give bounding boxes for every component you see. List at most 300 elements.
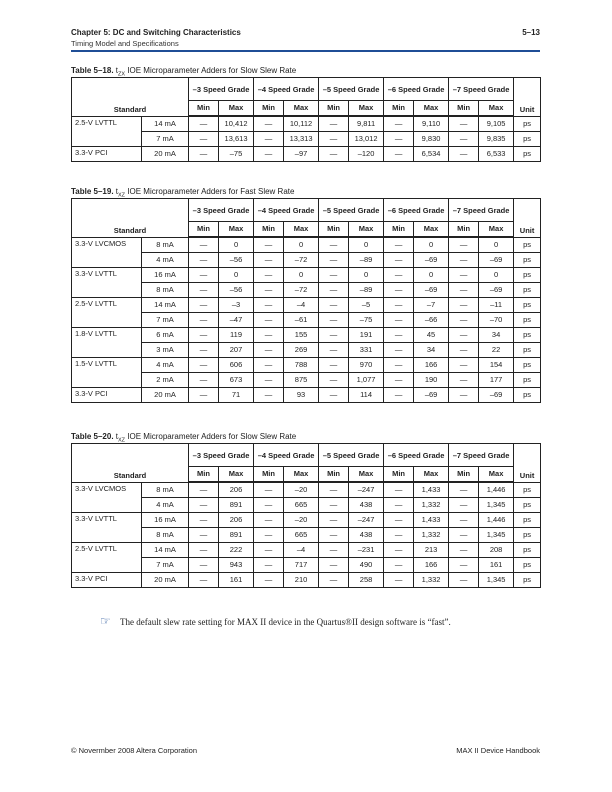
- unit-cell: ps: [514, 482, 541, 498]
- current-cell: 8 mA: [142, 283, 189, 298]
- min-cell: —: [384, 283, 414, 298]
- min-cell: —: [319, 388, 349, 403]
- current-cell: 4 mA: [142, 358, 189, 373]
- min-cell: —: [319, 328, 349, 343]
- min-cell: —: [254, 268, 284, 283]
- note-text: The default slew rate setting for MAX II device in the Quartus®II design software is “fast”.: [120, 617, 451, 627]
- max-cell: –89: [349, 283, 384, 298]
- min-cell: —: [449, 237, 479, 253]
- current-cell: 3 mA: [142, 343, 189, 358]
- min-header: Min: [384, 467, 414, 483]
- min-cell: —: [449, 543, 479, 558]
- max-cell: –72: [284, 253, 319, 268]
- speed-grade-header: –5 Speed Grade: [319, 444, 384, 467]
- min-cell: —: [384, 573, 414, 588]
- current-cell: 4 mA: [142, 253, 189, 268]
- max-header: Max: [349, 467, 384, 483]
- table-caption: [71, 432, 296, 444]
- table-title: IOE Microparameter Adders for Fast Slew Rate: [125, 187, 295, 196]
- min-cell: —: [319, 132, 349, 147]
- max-cell: –72: [284, 283, 319, 298]
- max-cell: 207: [219, 343, 254, 358]
- min-cell: —: [254, 358, 284, 373]
- max-cell: 206: [219, 482, 254, 498]
- standard-cell: 3.3-V LVTTL: [72, 513, 142, 543]
- current-cell: 14 mA: [142, 298, 189, 313]
- max-cell: 206: [219, 513, 254, 528]
- min-cell: —: [449, 373, 479, 388]
- current-cell: 7 mA: [142, 132, 189, 147]
- min-header: Min: [319, 222, 349, 238]
- data-table: [71, 443, 541, 588]
- speed-grade-header: –3 Speed Grade: [189, 444, 254, 467]
- min-cell: —: [449, 513, 479, 528]
- max-cell: 0: [219, 237, 254, 253]
- speed-grade-header: –4 Speed Grade: [254, 78, 319, 101]
- min-cell: —: [384, 482, 414, 498]
- max-header: Max: [479, 467, 514, 483]
- min-cell: —: [189, 543, 219, 558]
- table-row: [72, 498, 541, 513]
- max-cell: 970: [349, 358, 384, 373]
- standard-header: Standard: [72, 199, 189, 238]
- min-cell: —: [254, 298, 284, 313]
- chapter-title: Chapter 5: DC and Switching Characteristics: [71, 28, 241, 37]
- standard-header: Standard: [72, 78, 189, 117]
- max-cell: 13,012: [349, 132, 384, 147]
- max-header: Max: [349, 222, 384, 238]
- max-cell: 9,830: [414, 132, 449, 147]
- max-cell: 0: [219, 268, 254, 283]
- table-caption: [71, 66, 296, 78]
- table-row: [72, 573, 541, 588]
- current-cell: 8 mA: [142, 482, 189, 498]
- standard-cell: 2.5-V LVTTL: [72, 543, 142, 573]
- table-row: [72, 543, 541, 558]
- min-cell: —: [189, 388, 219, 403]
- table-row: [72, 328, 541, 343]
- min-cell: —: [384, 116, 414, 132]
- current-cell: 16 mA: [142, 513, 189, 528]
- min-cell: —: [254, 313, 284, 328]
- min-cell: —: [384, 373, 414, 388]
- min-cell: —: [319, 513, 349, 528]
- min-cell: —: [319, 268, 349, 283]
- current-cell: 7 mA: [142, 313, 189, 328]
- min-cell: —: [189, 373, 219, 388]
- page-number: 5–13: [522, 28, 540, 37]
- min-cell: —: [189, 268, 219, 283]
- current-cell: 20 mA: [142, 147, 189, 162]
- table-row: [72, 116, 541, 132]
- standard-cell: 3.3-V LVCMOS: [72, 482, 142, 513]
- min-cell: —: [319, 313, 349, 328]
- max-cell: –56: [219, 283, 254, 298]
- speed-grade-header: –5 Speed Grade: [319, 78, 384, 101]
- min-cell: —: [254, 116, 284, 132]
- max-cell: 258: [349, 573, 384, 588]
- speed-grade-header: –3 Speed Grade: [189, 199, 254, 222]
- max-header: Max: [219, 101, 254, 117]
- max-cell: 1,332: [414, 573, 449, 588]
- max-cell: 6,534: [414, 147, 449, 162]
- min-cell: —: [189, 253, 219, 268]
- max-cell: –75: [219, 147, 254, 162]
- max-cell: 9,835: [479, 132, 514, 147]
- max-cell: 0: [414, 268, 449, 283]
- min-cell: —: [384, 147, 414, 162]
- min-cell: —: [449, 283, 479, 298]
- standard-cell: 1.8-V LVTTL: [72, 328, 142, 358]
- min-cell: —: [319, 482, 349, 498]
- min-cell: —: [384, 253, 414, 268]
- unit-cell: ps: [514, 253, 541, 268]
- min-cell: —: [189, 482, 219, 498]
- data-table: [71, 77, 541, 162]
- max-cell: –97: [284, 147, 319, 162]
- min-header: Min: [189, 467, 219, 483]
- table-caption: [71, 187, 294, 199]
- max-cell: 665: [284, 498, 319, 513]
- current-cell: 14 mA: [142, 116, 189, 132]
- min-cell: —: [319, 298, 349, 313]
- min-header: Min: [319, 101, 349, 117]
- param-subscript: ZX: [118, 71, 126, 78]
- max-cell: 71: [219, 388, 254, 403]
- max-cell: 114: [349, 388, 384, 403]
- current-cell: 14 mA: [142, 543, 189, 558]
- max-cell: 9,110: [414, 116, 449, 132]
- current-cell: 20 mA: [142, 573, 189, 588]
- min-cell: —: [189, 498, 219, 513]
- footer-copyright: © Novermber 2008 Altera Corporation: [71, 746, 198, 755]
- min-cell: —: [384, 498, 414, 513]
- unit-cell: ps: [514, 558, 541, 573]
- table-row: [72, 343, 541, 358]
- max-cell: –69: [414, 253, 449, 268]
- max-cell: 1,433: [414, 513, 449, 528]
- min-cell: —: [449, 343, 479, 358]
- min-cell: —: [189, 313, 219, 328]
- speed-grade-header: –4 Speed Grade: [254, 444, 319, 467]
- max-cell: –11: [479, 298, 514, 313]
- min-cell: —: [319, 116, 349, 132]
- table-row: [72, 528, 541, 543]
- min-cell: —: [254, 543, 284, 558]
- max-cell: 191: [349, 328, 384, 343]
- max-cell: 13,313: [284, 132, 319, 147]
- max-cell: –47: [219, 313, 254, 328]
- param-subscript: XZ: [118, 437, 126, 444]
- min-cell: —: [449, 482, 479, 498]
- unit-cell: ps: [514, 328, 541, 343]
- standard-cell: 3.3-V LVCMOS: [72, 237, 142, 268]
- min-cell: —: [254, 147, 284, 162]
- max-cell: 438: [349, 498, 384, 513]
- speed-grade-header: –4 Speed Grade: [254, 199, 319, 222]
- table-row: [72, 283, 541, 298]
- max-cell: –7: [414, 298, 449, 313]
- min-cell: —: [189, 343, 219, 358]
- current-cell: 2 mA: [142, 373, 189, 388]
- table-row: [72, 558, 541, 573]
- min-cell: —: [449, 298, 479, 313]
- table-row: [72, 358, 541, 373]
- min-cell: —: [254, 283, 284, 298]
- max-cell: –69: [414, 388, 449, 403]
- min-cell: —: [449, 132, 479, 147]
- min-cell: —: [254, 498, 284, 513]
- min-cell: —: [384, 388, 414, 403]
- max-cell: 166: [414, 558, 449, 573]
- min-cell: —: [254, 528, 284, 543]
- max-cell: 331: [349, 343, 384, 358]
- max-cell: 717: [284, 558, 319, 573]
- min-header: Min: [449, 101, 479, 117]
- max-cell: –66: [414, 313, 449, 328]
- speed-grade-header: –7 Speed Grade: [449, 444, 514, 467]
- param-symbol: t: [115, 66, 119, 75]
- max-cell: 45: [414, 328, 449, 343]
- max-cell: 943: [219, 558, 254, 573]
- max-cell: 490: [349, 558, 384, 573]
- current-cell: 4 mA: [142, 498, 189, 513]
- min-cell: —: [254, 328, 284, 343]
- unit-cell: ps: [514, 343, 541, 358]
- max-cell: 34: [479, 328, 514, 343]
- table-row: [72, 147, 541, 162]
- max-cell: 1,332: [414, 528, 449, 543]
- header-row-grades: [72, 199, 541, 222]
- header-row-grades: [72, 444, 541, 467]
- max-cell: –75: [349, 313, 384, 328]
- max-cell: 9,105: [479, 116, 514, 132]
- max-cell: 606: [219, 358, 254, 373]
- min-cell: —: [449, 147, 479, 162]
- max-cell: –69: [479, 283, 514, 298]
- min-cell: —: [189, 328, 219, 343]
- max-cell: 1,345: [479, 528, 514, 543]
- current-cell: 20 mA: [142, 388, 189, 403]
- max-cell: 438: [349, 528, 384, 543]
- standard-cell: 1.5-V LVTTL: [72, 358, 142, 388]
- min-cell: —: [319, 283, 349, 298]
- min-cell: —: [319, 343, 349, 358]
- max-header: Max: [349, 101, 384, 117]
- max-header: Max: [219, 222, 254, 238]
- min-cell: —: [384, 132, 414, 147]
- min-cell: —: [384, 513, 414, 528]
- max-cell: 1,446: [479, 513, 514, 528]
- min-header: Min: [254, 101, 284, 117]
- pointing-hand-icon: ☞: [100, 614, 111, 628]
- max-cell: 161: [219, 573, 254, 588]
- standard-cell: 3.3-V PCI: [72, 388, 142, 403]
- min-cell: —: [449, 528, 479, 543]
- max-cell: –247: [349, 482, 384, 498]
- max-cell: –69: [479, 388, 514, 403]
- table-row: [72, 313, 541, 328]
- min-cell: —: [254, 132, 284, 147]
- unit-cell: ps: [514, 283, 541, 298]
- unit-header: Unit: [514, 78, 541, 117]
- min-cell: —: [384, 343, 414, 358]
- max-cell: 93: [284, 388, 319, 403]
- unit-header: Unit: [514, 444, 541, 483]
- min-cell: —: [254, 482, 284, 498]
- min-cell: —: [189, 358, 219, 373]
- max-header: Max: [479, 101, 514, 117]
- speed-grade-header: –6 Speed Grade: [384, 78, 449, 101]
- min-cell: —: [254, 558, 284, 573]
- min-cell: —: [319, 573, 349, 588]
- max-cell: 891: [219, 498, 254, 513]
- speed-grade-header: –7 Speed Grade: [449, 78, 514, 101]
- min-cell: —: [384, 358, 414, 373]
- table-title: IOE Microparameter Adders for Slow Slew Rate: [125, 432, 297, 441]
- footer-handbook: MAX II Device Handbook: [456, 746, 540, 755]
- table-row: [72, 237, 541, 253]
- min-header: Min: [189, 222, 219, 238]
- table-row: [72, 132, 541, 147]
- min-cell: —: [449, 116, 479, 132]
- max-cell: 34: [414, 343, 449, 358]
- min-cell: —: [189, 147, 219, 162]
- max-cell: –231: [349, 543, 384, 558]
- section-title: Timing Model and Specifications: [71, 39, 179, 48]
- max-header: Max: [284, 101, 319, 117]
- min-header: Min: [449, 467, 479, 483]
- min-cell: —: [189, 116, 219, 132]
- max-cell: 22: [479, 343, 514, 358]
- max-cell: –61: [284, 313, 319, 328]
- min-cell: —: [254, 373, 284, 388]
- max-cell: 166: [414, 358, 449, 373]
- min-cell: —: [449, 358, 479, 373]
- max-cell: 1,345: [479, 498, 514, 513]
- max-cell: 1,077: [349, 373, 384, 388]
- param-subscript: XZ: [118, 192, 126, 199]
- min-cell: —: [254, 343, 284, 358]
- min-cell: —: [319, 147, 349, 162]
- current-cell: 8 mA: [142, 528, 189, 543]
- max-cell: 1,433: [414, 482, 449, 498]
- max-cell: –4: [284, 543, 319, 558]
- min-cell: —: [449, 573, 479, 588]
- min-cell: —: [254, 237, 284, 253]
- max-cell: 119: [219, 328, 254, 343]
- min-header: Min: [384, 101, 414, 117]
- min-cell: —: [449, 253, 479, 268]
- speed-grade-header: –7 Speed Grade: [449, 199, 514, 222]
- max-cell: –3: [219, 298, 254, 313]
- unit-cell: ps: [514, 543, 541, 558]
- min-cell: —: [189, 298, 219, 313]
- unit-cell: ps: [514, 298, 541, 313]
- min-cell: —: [384, 558, 414, 573]
- table-label: Table 5–19.: [71, 187, 114, 196]
- table-row: [72, 388, 541, 403]
- max-cell: 665: [284, 528, 319, 543]
- current-cell: 6 mA: [142, 328, 189, 343]
- min-header: Min: [449, 222, 479, 238]
- unit-cell: ps: [514, 116, 541, 132]
- unit-cell: ps: [514, 388, 541, 403]
- unit-cell: ps: [514, 268, 541, 283]
- current-cell: 16 mA: [142, 268, 189, 283]
- max-header: Max: [414, 467, 449, 483]
- min-cell: —: [189, 283, 219, 298]
- max-cell: 269: [284, 343, 319, 358]
- unit-cell: ps: [514, 528, 541, 543]
- max-cell: 1,332: [414, 498, 449, 513]
- min-cell: —: [189, 237, 219, 253]
- max-cell: 10,112: [284, 116, 319, 132]
- max-cell: –56: [219, 253, 254, 268]
- min-header: Min: [254, 467, 284, 483]
- speed-grade-header: –6 Speed Grade: [384, 444, 449, 467]
- min-cell: —: [384, 313, 414, 328]
- table-row: [72, 253, 541, 268]
- speed-grade-header: –5 Speed Grade: [319, 199, 384, 222]
- min-cell: —: [319, 498, 349, 513]
- min-cell: —: [449, 328, 479, 343]
- unit-cell: ps: [514, 373, 541, 388]
- current-cell: 7 mA: [142, 558, 189, 573]
- max-header: Max: [284, 222, 319, 238]
- min-cell: —: [384, 543, 414, 558]
- max-cell: 0: [284, 237, 319, 253]
- min-cell: —: [254, 388, 284, 403]
- min-header: Min: [319, 467, 349, 483]
- param-symbol: t: [115, 187, 119, 196]
- max-header: Max: [414, 101, 449, 117]
- table-label: Table 5–20.: [71, 432, 114, 441]
- min-cell: —: [384, 268, 414, 283]
- max-cell: 0: [479, 237, 514, 253]
- max-cell: 1,446: [479, 482, 514, 498]
- min-cell: —: [319, 558, 349, 573]
- table-label: Table 5–18.: [71, 66, 114, 75]
- max-cell: –69: [414, 283, 449, 298]
- max-cell: 208: [479, 543, 514, 558]
- speed-grade-header: –3 Speed Grade: [189, 78, 254, 101]
- unit-cell: ps: [514, 147, 541, 162]
- max-cell: 6,533: [479, 147, 514, 162]
- min-cell: —: [189, 528, 219, 543]
- max-cell: –5: [349, 298, 384, 313]
- max-cell: 9,811: [349, 116, 384, 132]
- max-cell: 213: [414, 543, 449, 558]
- max-header: Max: [219, 467, 254, 483]
- max-cell: –69: [479, 253, 514, 268]
- note: [100, 614, 540, 628]
- standard-cell: 2.5-V LVTTL: [72, 298, 142, 328]
- max-cell: –20: [284, 482, 319, 498]
- min-cell: —: [319, 253, 349, 268]
- max-cell: –89: [349, 253, 384, 268]
- standard-header: Standard: [72, 444, 189, 483]
- max-cell: 0: [349, 237, 384, 253]
- unit-header: Unit: [514, 199, 541, 238]
- unit-cell: ps: [514, 132, 541, 147]
- table-row: [72, 298, 541, 313]
- min-cell: —: [449, 558, 479, 573]
- max-cell: 673: [219, 373, 254, 388]
- min-cell: —: [189, 132, 219, 147]
- max-cell: –20: [284, 513, 319, 528]
- table-row: [72, 513, 541, 528]
